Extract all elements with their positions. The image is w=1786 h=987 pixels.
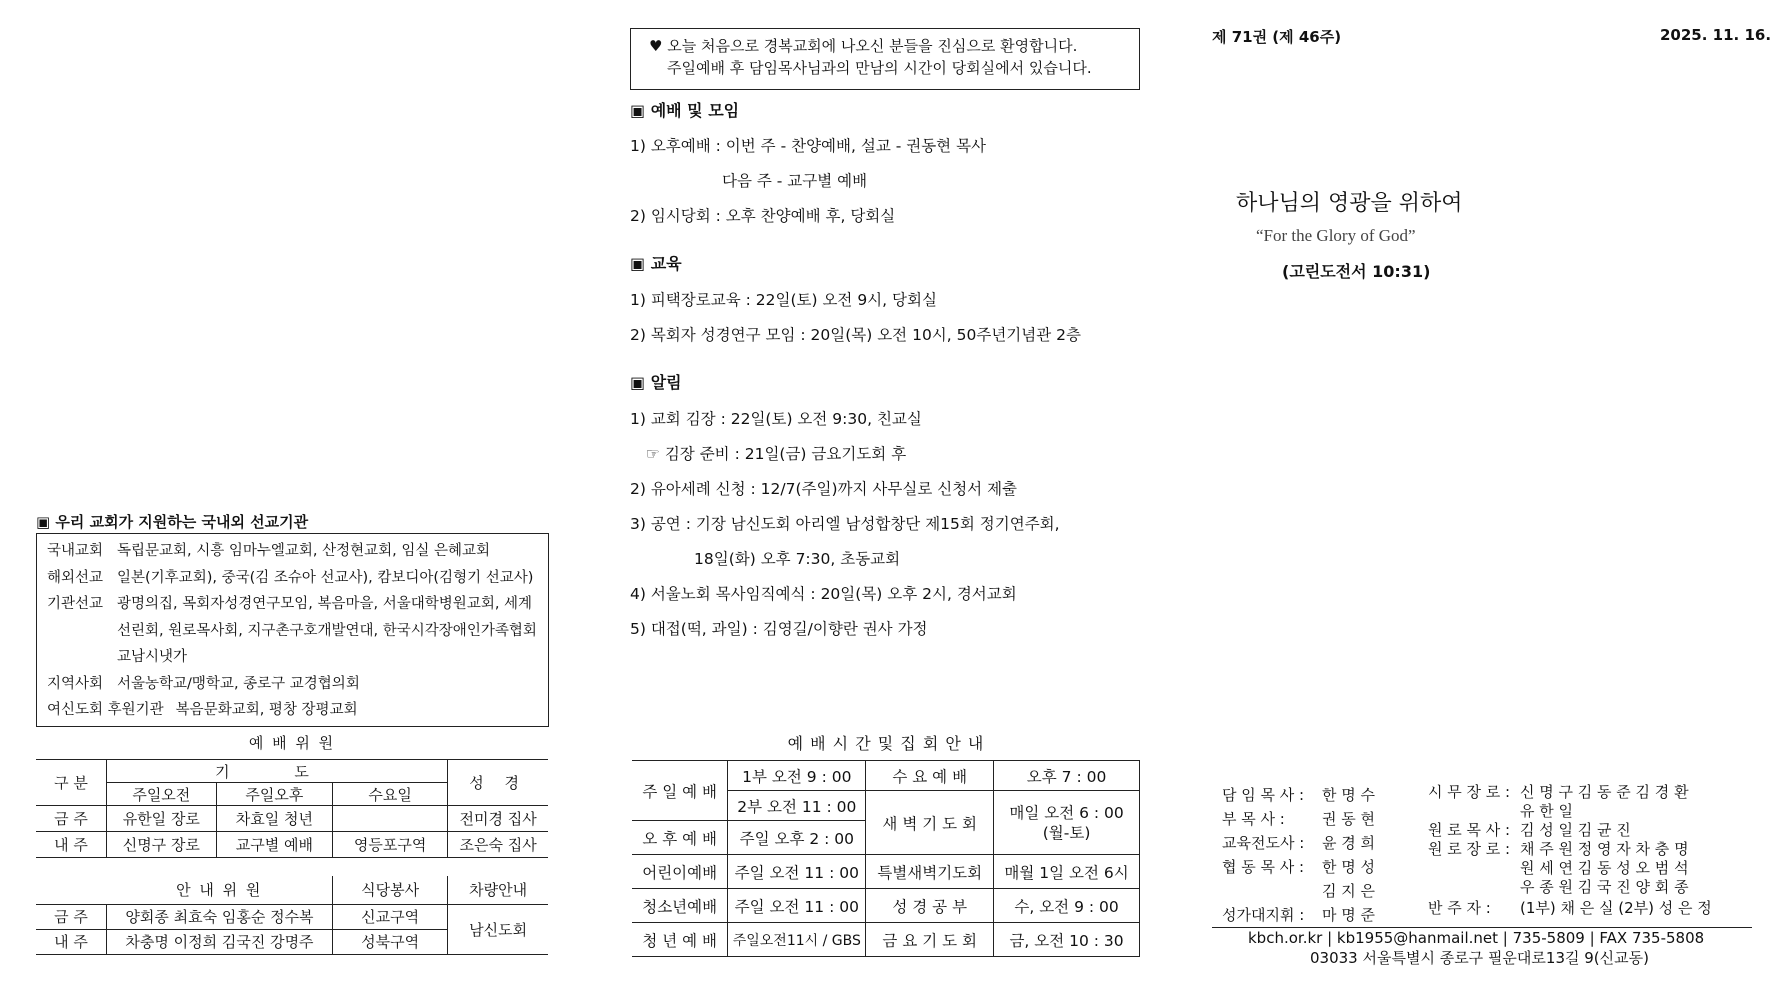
schedule-label: 수 요 예 배 bbox=[866, 761, 994, 791]
welcome-box bbox=[630, 28, 1140, 90]
staff-row bbox=[1222, 855, 1375, 879]
mission-text: 일본(기후교회), 중국(김 조슈아 선교사), 캄보디아(김형기 선교사) bbox=[117, 569, 534, 586]
staff-row bbox=[1428, 802, 1712, 821]
staff-name: 윤 경 희 bbox=[1322, 834, 1376, 852]
footer-divider bbox=[1212, 927, 1752, 928]
schedule-time: 매월 1일 오전 6시 bbox=[994, 855, 1140, 889]
staff-role: 시 무 장 로 : bbox=[1428, 783, 1511, 801]
staff-row bbox=[1222, 831, 1375, 855]
cell: 교구별 예배 bbox=[216, 832, 332, 858]
notice-line: 18일(화) 오후 7:30, 초동교회 bbox=[694, 550, 901, 568]
notice-line: 3) 공연 : 기장 남신도회 아리엘 남성합창단 제15회 정기연주회, bbox=[630, 515, 1060, 533]
cell: 양회종 최효숙 임홍순 정수복 bbox=[106, 904, 332, 929]
theme-title: 하나님의 영광을 위하여 bbox=[1236, 191, 1463, 216]
cell: 성북구역 bbox=[333, 929, 448, 954]
schedule-time bbox=[994, 791, 1140, 855]
schedule-time-line: 매일 오전 6 : 00 bbox=[1009, 803, 1124, 822]
schedule-label: 금 요 기 도 회 bbox=[866, 923, 994, 957]
staff-role: 담 임 목 사 : bbox=[1222, 786, 1305, 804]
staff-row bbox=[1222, 783, 1375, 807]
staff-role: 원 로 장 로 : bbox=[1428, 840, 1511, 858]
staff-role: 성가대지휘 : bbox=[1222, 906, 1305, 924]
section-title-education: ▣ 교육 bbox=[630, 251, 682, 274]
notice-line: ☞ 김장 준비 : 21일(금) 금요기도회 후 bbox=[646, 445, 907, 463]
staff-role: 부 목 사 : bbox=[1222, 810, 1285, 828]
staff-name: (1부) 채 은 실 (2부) 성 은 정 bbox=[1520, 899, 1712, 917]
notice-line: 1) 오후예배 : 이번 주 - 찬양예배, 설교 - 권동현 목사 bbox=[630, 137, 987, 155]
staff-role: 협 동 목 사 : bbox=[1222, 858, 1305, 876]
cell: 조은숙 집사 bbox=[448, 832, 548, 858]
staff-name: 김 지 은 bbox=[1322, 882, 1376, 900]
bulletin-date: 2025. 11. 16. bbox=[1660, 26, 1772, 44]
mission-text: 독립문교회, 시흥 임마누엘교회, 산정현교회, 임실 은혜교회 bbox=[117, 543, 491, 559]
staff-row bbox=[1222, 807, 1375, 831]
staff-role: 반 주 자 : bbox=[1428, 899, 1491, 917]
schedule-label: 특별새벽기도회 bbox=[866, 855, 994, 889]
notice-line: 다음 주 - 교구별 예배 bbox=[722, 172, 868, 190]
mission-text: 선린회, 원로목사회, 지구촌구호개발연대, 한국시각장애인가족협회 bbox=[117, 622, 537, 639]
schedule-time: 주일 오전 11 : 00 bbox=[728, 855, 866, 889]
row-label: 금 주 bbox=[36, 904, 106, 929]
schedule-time: 오후 7 : 00 bbox=[994, 761, 1140, 791]
notice-line: 2) 유아세례 신청 : 12/7(주일)까지 사무실로 신청서 제출 bbox=[630, 480, 1018, 498]
mission-title: ▣ 우리 교회가 지원하는 국내외 선교기관 bbox=[36, 511, 308, 532]
cell: 전미경 집사 bbox=[448, 806, 548, 832]
mission-text: 교남시냇가 bbox=[117, 649, 188, 665]
staff-row bbox=[1428, 840, 1712, 859]
schedule-time: 주일오전11시 / GBS bbox=[728, 923, 866, 957]
staff-right bbox=[1428, 783, 1712, 918]
schedule-time: 주일 오후 2 : 00 bbox=[728, 821, 866, 855]
welcome-line-2: 주일예배 후 담임목사님과의 만남의 시간이 당회실에서 있습니다. bbox=[667, 59, 1092, 77]
heart-icon: ♥ bbox=[649, 37, 663, 55]
cell: 신교구역 bbox=[333, 904, 448, 929]
header-usher: 안 내 위 원 bbox=[106, 876, 332, 904]
mission-text: 서울농학교/맹학교, 종로구 교경협의회 bbox=[117, 675, 360, 692]
staff-role bbox=[1428, 859, 1520, 878]
notice-line: 2) 목회자 성경연구 모임 : 20일(목) 오전 10시, 50주년기념관 2층 bbox=[630, 326, 1081, 344]
staff-row bbox=[1428, 821, 1712, 840]
staff-row bbox=[1428, 878, 1712, 897]
staff-name: 김 성 일 김 균 진 bbox=[1520, 821, 1631, 839]
usher-committee-table bbox=[36, 876, 548, 955]
cell: 영등포구역 bbox=[333, 832, 448, 858]
mission-row bbox=[47, 565, 548, 592]
mission-label: 여신도회 후원기관 bbox=[47, 702, 164, 718]
volume-number: 제 71권 (제 46주) bbox=[1212, 28, 1342, 46]
footer-address: 03033 서울특별시 종로구 필운대로13길 9(신교동) bbox=[1310, 949, 1649, 967]
cell: 차효일 청년 bbox=[216, 806, 332, 832]
mission-row bbox=[47, 538, 548, 565]
staff-name: 권 동 현 bbox=[1322, 810, 1376, 828]
welcome-line-1: 오늘 처음으로 경복교회에 나오신 분들을 진심으로 환영합니다. bbox=[667, 37, 1078, 55]
footer-contact: kbch.or.kr | kb1955@hanmail.net | 735-5809 | FAX 735-5808 bbox=[1248, 929, 1705, 947]
header-meal: 식당봉사 bbox=[333, 876, 448, 904]
mission-row bbox=[47, 671, 548, 698]
schedule-label: 청소년예배 bbox=[632, 889, 728, 923]
staff-left bbox=[1222, 783, 1375, 927]
staff-row bbox=[1428, 783, 1712, 802]
schedule-label: 오 후 예 배 bbox=[632, 821, 728, 855]
notice-line: 4) 서울노회 목사임직예식 : 20일(목) 오후 2시, 경서교회 bbox=[630, 585, 1017, 603]
header-gubun: 구 분 bbox=[36, 760, 106, 806]
worship-committee-table bbox=[36, 759, 548, 858]
mission-text: 광명의집, 목회자성경연구모임, 복음마을, 서울대학병원교회, 세계 bbox=[117, 596, 533, 612]
notice-line: 5) 대접(떡, 과일) : 김영길/이향란 권사 가정 bbox=[630, 620, 928, 638]
staff-name: 유 한 일 bbox=[1520, 802, 1574, 820]
staff-role bbox=[1428, 878, 1520, 897]
theme-subtitle: “For the Glory of God” bbox=[1256, 226, 1416, 245]
row-label: 내 주 bbox=[36, 832, 106, 858]
theme-verse: (고린도전서 10:31) bbox=[1282, 262, 1431, 281]
cell: 신명구 장로 bbox=[106, 832, 216, 858]
mission-label: 지역사회 bbox=[47, 675, 104, 692]
staff-name: 우 종 원 김 국 진 양 회 종 bbox=[1520, 878, 1689, 896]
staff-name: 한 명 성 bbox=[1322, 858, 1376, 876]
staff-name: 원 세 연 김 동 성 오 범 석 bbox=[1520, 859, 1689, 877]
schedule-label: 주 일 예 배 bbox=[632, 761, 728, 821]
mission-text-block bbox=[117, 591, 537, 671]
schedule-time: 주일 오전 11 : 00 bbox=[728, 889, 866, 923]
staff-row bbox=[1428, 859, 1712, 878]
schedule-time: 1부 오전 9 : 00 bbox=[728, 761, 866, 791]
header-sub: 주일오전 bbox=[106, 783, 216, 806]
staff-row bbox=[1428, 899, 1712, 918]
header-prayer: 기 도 bbox=[106, 760, 447, 783]
notice-line: 1) 피택장로교육 : 22일(토) 오전 9시, 당회실 bbox=[630, 291, 937, 309]
row-label: 금 주 bbox=[36, 806, 106, 832]
staff-name: 채 주 원 정 영 자 차 충 명 bbox=[1520, 840, 1689, 858]
cell: 남신도회 bbox=[448, 904, 548, 954]
staff-role bbox=[1428, 802, 1520, 821]
staff-name: 마 명 준 bbox=[1322, 906, 1376, 924]
staff-role: 교육전도사 : bbox=[1222, 834, 1305, 852]
schedule-time: 수, 오전 9 : 00 bbox=[994, 889, 1140, 923]
mission-box bbox=[36, 533, 549, 727]
staff-row bbox=[1222, 879, 1375, 903]
schedule-title: 예 배 시 간 및 집 회 안 내 bbox=[787, 734, 985, 753]
mission-row bbox=[47, 697, 548, 724]
schedule-label: 어린이예배 bbox=[632, 855, 728, 889]
notice-line: 1) 교회 김장 : 22일(토) 오전 9:30, 친교실 bbox=[630, 410, 922, 428]
mission-label: 국내교회 bbox=[47, 543, 104, 559]
row-label: 내 주 bbox=[36, 929, 106, 954]
header-sub: 주일오후 bbox=[216, 783, 332, 806]
staff-name: 신 명 구 김 동 준 김 경 환 bbox=[1520, 783, 1689, 801]
header-scripture: 성 경 bbox=[448, 760, 548, 806]
header-car: 차량안내 bbox=[448, 876, 548, 904]
staff-role: 원 로 목 사 : bbox=[1428, 821, 1511, 839]
schedule-label: 새 벽 기 도 회 bbox=[866, 791, 994, 855]
schedule-label: 성 경 공 부 bbox=[866, 889, 994, 923]
cell: 유한일 장로 bbox=[106, 806, 216, 832]
notices-column bbox=[630, 98, 1160, 658]
schedule-time: 금, 오전 10 : 30 bbox=[994, 923, 1140, 957]
staff-role bbox=[1222, 879, 1322, 903]
cell: 차충명 이정희 김국진 강명주 bbox=[106, 929, 332, 954]
schedule-table bbox=[632, 760, 1140, 957]
section-title-worship: ▣ 예배 및 모임 bbox=[630, 98, 739, 121]
mission-label: 해외선교 bbox=[47, 569, 104, 586]
mission-text: 복음문화교회, 평창 장평교회 bbox=[175, 702, 358, 718]
staff-row bbox=[1222, 903, 1375, 927]
mission-row bbox=[47, 591, 548, 671]
schedule-time: 2부 오전 11 : 00 bbox=[728, 791, 866, 821]
mission-label: 기관선교 bbox=[47, 596, 104, 612]
section-title-notice: ▣ 알림 bbox=[630, 370, 682, 393]
notice-line: 2) 임시당회 : 오후 찬양예배 후, 당회실 bbox=[630, 207, 896, 225]
schedule-label: 청 년 예 배 bbox=[632, 923, 728, 957]
schedule-time-line: (월-토) bbox=[1042, 823, 1091, 842]
staff-name: 한 명 수 bbox=[1322, 786, 1376, 804]
cell bbox=[333, 806, 448, 832]
worship-committee-title: 예 배 위 원 bbox=[248, 734, 336, 752]
header-sub: 수요일 bbox=[333, 783, 448, 806]
